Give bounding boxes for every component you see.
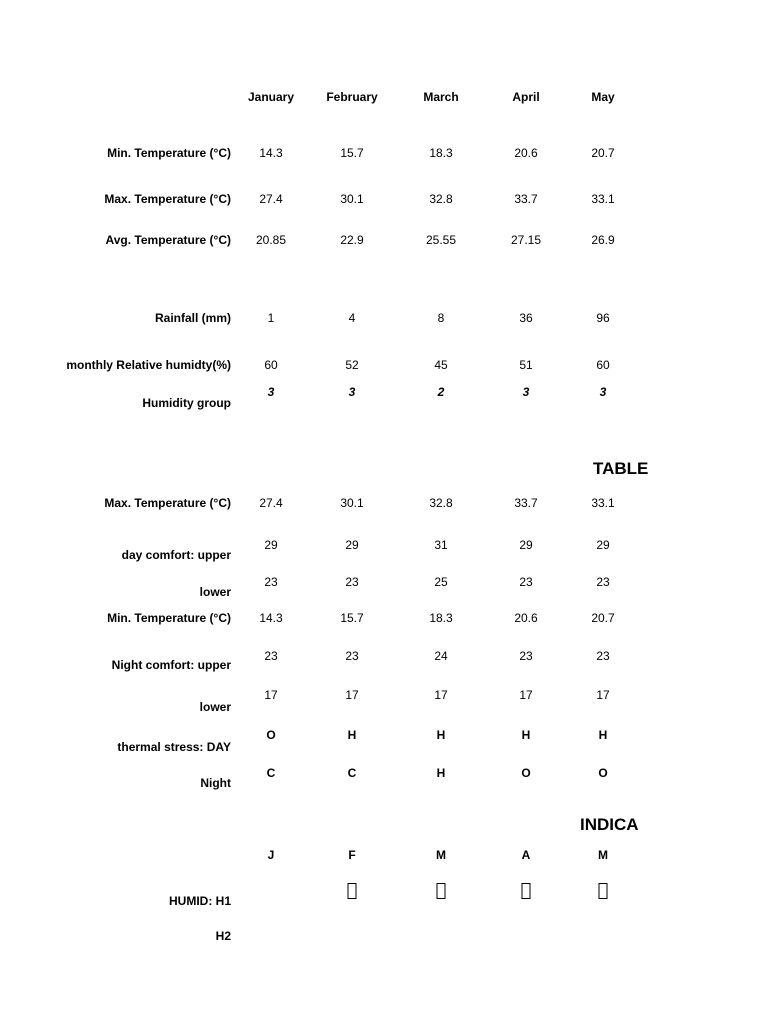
min-temp-label: Min. Temperature (°C) xyxy=(107,146,231,160)
comfort-min-temp-value: 20.7 xyxy=(591,611,615,625)
indicator-month: A xyxy=(521,848,531,862)
night-comfort-upper-value: 24 xyxy=(434,649,448,663)
thermal-stress-night-value: C xyxy=(266,766,276,780)
night-comfort-lower-value: 17 xyxy=(596,688,610,702)
day-comfort-upper-value: 29 xyxy=(519,538,533,552)
comfort-max-temp-value: 27.4 xyxy=(259,496,283,510)
thermal-stress-day-value: O xyxy=(266,728,276,742)
thermal-stress-day-label: thermal stress: DAY xyxy=(117,740,231,754)
relative-humidity-value: 51 xyxy=(519,358,533,372)
night-comfort-upper-value: 23 xyxy=(264,649,278,663)
day-comfort-upper-value: 29 xyxy=(596,538,610,552)
thermal-stress-day-value: H xyxy=(436,728,446,742)
day-comfort-lower-value: 25 xyxy=(434,575,448,589)
avg-temp-value: 20.85 xyxy=(255,233,287,247)
thermal-stress-night-value: O xyxy=(521,766,531,780)
thermal-stress-day-value: H xyxy=(521,728,531,742)
night-comfort-upper-label: Night comfort: upper xyxy=(111,658,231,672)
rainfall-value: 4 xyxy=(348,311,356,325)
comfort-min-temp-value: 15.7 xyxy=(340,611,364,625)
avg-temp-value: 27.15 xyxy=(510,233,542,247)
thermal-stress-night-value: O xyxy=(598,766,608,780)
relative-humidity-value: 45 xyxy=(434,358,448,372)
h1-indicator-box xyxy=(348,883,357,899)
min-temp-value: 20.6 xyxy=(514,146,538,160)
max-temp-value: 32.8 xyxy=(429,192,453,206)
relative-humidity-label: monthly Relative humidty(%) xyxy=(66,358,231,372)
day-comfort-lower-value: 23 xyxy=(345,575,359,589)
avg-temp-label: Avg. Temperature (°C) xyxy=(105,233,231,247)
relative-humidity-value: 52 xyxy=(345,358,359,372)
table-title: TABLE xyxy=(593,459,649,478)
humid-h1-label: HUMID: H1 xyxy=(169,894,231,908)
month-header: February xyxy=(326,90,378,104)
month-header: May xyxy=(591,90,615,104)
humidity-group-value: 2 xyxy=(437,385,445,399)
month-header: March xyxy=(423,90,459,104)
night-comfort-upper-value: 23 xyxy=(519,649,533,663)
night-comfort-lower-value: 17 xyxy=(264,688,278,702)
max-temp-value: 30.1 xyxy=(340,192,364,206)
thermal-stress-night-value: C xyxy=(347,766,357,780)
comfort-max-temp-value: 33.7 xyxy=(514,496,538,510)
day-comfort-upper-value: 29 xyxy=(264,538,278,552)
min-temp-value: 14.3 xyxy=(259,146,283,160)
comfort-min-temp-label: Min. Temperature (°C) xyxy=(107,611,231,625)
indicator-month: J xyxy=(267,848,275,862)
indicators-title: INDICA xyxy=(580,815,639,834)
h1-indicator-box xyxy=(522,883,531,899)
humidity-group-value: 3 xyxy=(522,385,530,399)
h1-indicator-box xyxy=(599,883,608,899)
relative-humidity-value: 60 xyxy=(264,358,278,372)
thermal-stress-day-value: H xyxy=(347,728,357,742)
night-comfort-lower-value: 17 xyxy=(345,688,359,702)
rainfall-value: 8 xyxy=(437,311,445,325)
humidity-group-label: Humidity group xyxy=(142,396,231,410)
thermal-stress-night-value: H xyxy=(436,766,446,780)
max-temp-value: 33.7 xyxy=(514,192,538,206)
min-temp-value: 18.3 xyxy=(429,146,453,160)
comfort-max-temp-value: 32.8 xyxy=(429,496,453,510)
rainfall-value: 36 xyxy=(519,311,533,325)
night-comfort-upper-value: 23 xyxy=(345,649,359,663)
max-temp-value: 27.4 xyxy=(259,192,283,206)
indicator-month: M xyxy=(598,848,608,862)
indicator-month: F xyxy=(348,848,356,862)
night-comfort-lower-label: lower xyxy=(199,700,231,714)
h1-indicator-box xyxy=(437,883,446,899)
rainfall-value: 1 xyxy=(267,311,275,325)
max-temp-value: 33.1 xyxy=(591,192,615,206)
avg-temp-value: 22.9 xyxy=(340,233,364,247)
avg-temp-value: 26.9 xyxy=(591,233,615,247)
day-comfort-upper-value: 29 xyxy=(345,538,359,552)
min-temp-value: 20.7 xyxy=(591,146,615,160)
comfort-min-temp-value: 14.3 xyxy=(259,611,283,625)
day-comfort-upper-value: 31 xyxy=(434,538,448,552)
night-comfort-lower-value: 17 xyxy=(434,688,448,702)
avg-temp-value: 25.55 xyxy=(425,233,457,247)
humidity-group-value: 3 xyxy=(267,385,275,399)
relative-humidity-value: 60 xyxy=(596,358,610,372)
rainfall-value: 96 xyxy=(596,311,610,325)
day-comfort-upper-label: day comfort: upper xyxy=(121,548,231,562)
comfort-min-temp-value: 18.3 xyxy=(429,611,453,625)
thermal-stress-day-value: H xyxy=(598,728,608,742)
month-header: January xyxy=(247,90,295,104)
humidity-group-value: 3 xyxy=(599,385,607,399)
indicator-month: M xyxy=(436,848,446,862)
day-comfort-lower-value: 23 xyxy=(519,575,533,589)
rainfall-label: Rainfall (mm) xyxy=(154,311,231,325)
day-comfort-lower-label: lower xyxy=(199,585,231,599)
night-comfort-lower-value: 17 xyxy=(519,688,533,702)
day-comfort-lower-value: 23 xyxy=(264,575,278,589)
min-temp-value: 15.7 xyxy=(340,146,364,160)
humid-h2-label: H2 xyxy=(215,929,231,943)
humidity-group-value: 3 xyxy=(348,385,356,399)
month-header: April xyxy=(512,90,540,104)
comfort-min-temp-value: 20.6 xyxy=(514,611,538,625)
comfort-max-temp-value: 33.1 xyxy=(591,496,615,510)
thermal-stress-night-label: Night xyxy=(200,776,231,790)
max-temp-label: Max. Temperature (°C) xyxy=(104,192,231,206)
night-comfort-upper-value: 23 xyxy=(596,649,610,663)
comfort-max-temp-label: Max. Temperature (°C) xyxy=(104,496,231,510)
day-comfort-lower-value: 23 xyxy=(596,575,610,589)
comfort-max-temp-value: 30.1 xyxy=(340,496,364,510)
